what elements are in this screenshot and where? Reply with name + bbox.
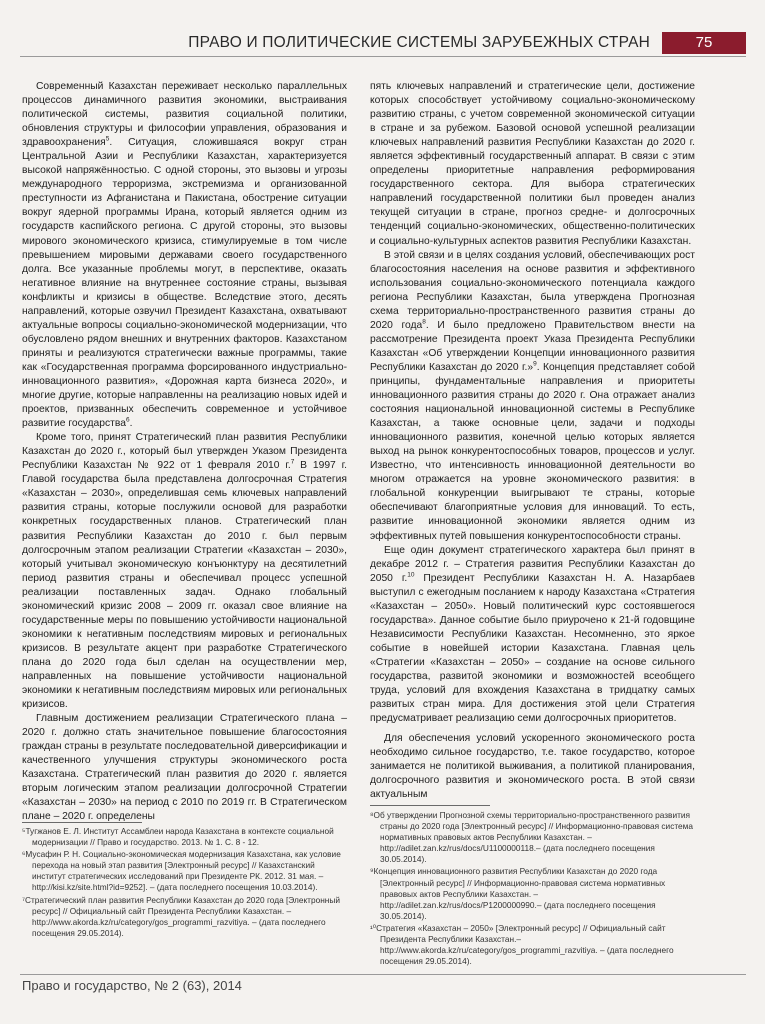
paragraph-text: Главным достижением реализации Стратегического плана – 2020 г. должно стать значительное повышение благосостояния граждан страны в результате последовательной диверсификации и качественного улучшения структуры экономического роста Казахстана. Стратегический план развития до 2020 г. является вторым логическим этапом реализации долгосрочной Стратегии «Казахстан – 2030» на период с 2010 по 2019 гг. В Стратегическом плане – 2020 г. определены — [22, 713, 347, 823]
paragraph-text: . — [129, 418, 133, 430]
footnote-ref: 10 — [407, 571, 415, 579]
paragraph-text: В 1997 г. Главой государства была представлена долгосрочная Стратегия «Казахстан – 2030», определившая семь ключевых направлений развития страны, которые послужили основой для разработки конкретных государственных планов. Стратегический план развития Республики Казахстан до 2010 г. был первым долгосрочным этапом реализации Стратегии «Казахстан – 2030», который учитывал экономическую конъюнктуру на десятилетний период развития страны и обеспечивал процесс успешной реализации поставленных задач. Однако глобальный экономический кризис 2008 – 2009 гг. оказал свое влияние на государственные меры по повышению устойчивости национальной экономики к негативным последствиям мировых и региональных кризисов. В результате акцент при разработке Стратегического плана до 2020 года был сделан на осуществлении мер, направленных на повышение устойчивости национальной экономики к негативным последствиям мировых или региональных кризисов. — [22, 460, 347, 711]
paragraph — [22, 80, 347, 431]
footnote-ref: 7 — [290, 458, 295, 466]
paragraph-text: Кроме того, принят Стратегический план развития Республики Казахстан до 2020 г., который был утвержден Указом Президента Республики Казахстан № 922 от 1 февраля 2010 г. — [22, 432, 347, 472]
paragraph — [370, 249, 695, 544]
footnote: ⁸Об утверждении Прогнозной схемы территориально-пространственного развития страны до 2020 года [Электронный ресурс] // Информационно-правовая система нормативных правовых актов Республики Казахстан. – http://adilet.zan.kz/rus/docs/U1100000118.– (дата последнего посещения 30.05.2014). — [370, 810, 693, 865]
paragraph-text: В этой связи и в целях создания условий, обеспечивающих рост благосостояния населения на основе развития и эффективного использования социально-экономического потенциала каждого региона Республики Казахстан, была утверждена Прогнозная схема территориально-пространственного развития страны до 2020 года — [370, 249, 695, 331]
header-divider — [20, 56, 746, 57]
right-column — [370, 80, 695, 802]
footnote: ⁵Тугжанов Е. Л. Институт Ассамблеи народа Казахстана в контексте социальной модернизации // Право и государство. 2013. № 1. С. 8 - 12. — [22, 826, 334, 848]
paragraph-text: . И было предложено Правительством внести на рассмотрение Президента проект Указа Президента Республики Казахстан «Об утверждении Концепции инновационного развития Республики Казахстан до 2020 г.» — [370, 319, 695, 373]
journal-footer: Право и государство, № 2 (63), 2014 — [22, 978, 242, 993]
left-column — [22, 80, 347, 824]
footnote-divider-right — [370, 805, 490, 806]
page-number: 75 — [662, 32, 746, 54]
footnote-divider-left — [22, 822, 142, 823]
footnote-ref: 9 — [533, 360, 537, 368]
footnote: ¹⁰Стратегия «Казахстан – 2050» [Электронный ресурс] // Официальный сайт Президента Республики Казахстан.– http://www.akorda.kz/ru/category/gos_programmi_razvitiya. – (дата последнего посещения 29.05.2014). — [370, 922, 674, 967]
paragraph — [22, 712, 347, 824]
paragraph-text: Современный Казахстан переживает несколько параллельных процессов динамичного развития экономики, выстраивания политической системы, развития социальной политики, обновления структуры и философии управления, образования и здравоохранения — [22, 81, 347, 149]
paragraph — [370, 732, 695, 802]
footnotes-left — [22, 826, 347, 940]
paragraph — [370, 80, 695, 249]
footnote: ⁹Концепция инновационного развития Республики Казахстан до 2020 года [Электронный ресурс] // Информационно-правовая система нормативных правовых актов Республики Казахстан. – http://adilet.zan.kz/rus/docs/P1200000990.– (дата последнего посещения 30.05.2014). — [370, 866, 666, 921]
footnotes-right — [370, 810, 700, 968]
footnote: ⁶Мусафин Р. Н. Социально-экономическая модернизация Казахстана, как условие перехода на новый этап развития [Электронный ресурс] // Казахстанский институт стратегических исследований при Президенте РК. 2012. 31 мая. – http://kisi.kz/site.html?id=9252]. – (дата последнего посещения 10.03.2014). — [22, 849, 341, 893]
paragraph-text: Президент Республики Казахстан Н. А. Назарбаев выступил с ежегодным посланием к народу Казахстана «Стратегия «Казахстан – 2050». Новый политический курс состоявшегося государства». Данное событие было приурочено к 21-й годовщине Независимости Республики Казахстан. Несомненно, это яркое событие в новейшей истории Казахстана. Главная цель «Стратегии «Казахстан – 2050» – создание на основе сильного государства, развитой экономики и возможностей всеобщего труда, условий для вхождения Казахстана в тридцатку самых развитых стран мира. Для достижения этой цели Стратегия предусматривает реализацию семи долгосрочных приоритетов. — [370, 572, 695, 725]
running-header — [20, 32, 746, 54]
footnote-ref: 5 — [105, 135, 110, 143]
footnote-ref: 8 — [422, 318, 426, 326]
footnote: ⁷Стратегический план развития Республики Казахстан до 2020 года [Электронный ресурс] // Официальный сайт Президента Республики Казахстан. – http://www.akorda.kz/ru/category/gos_programmi_razvitiya. – (дата последнего посещения 29.05.2014). — [22, 894, 340, 938]
footer-divider — [20, 974, 746, 975]
paragraph-text: пять ключевых направлений и стратегические цели, достижение которых способствует устойчивому социально-экономическому развитию страны, с учетом современной экономической ситуации в стране и за рубежом. Базовой основой успешной реализации ключевых направлений развития Республики Казахстан до 2020 г. является эффективный государственный аппарат. В связи с этим определены приоритетные направления реформирования государственного сектора. Для выбора стратегических направлений государственной политики был проведен анализ текущей ситуации в стране, прогноз средне- и долгосрочных тенденций социально-экономических, общественно-политических и социально-культурных аспектов развития Республики Казахстан. — [370, 81, 695, 247]
section-title: ПРАВО И ПОЛИТИЧЕСКИЕ СИСТЕМЫ ЗАРУБЕЖНЫХ СТРАН — [188, 34, 650, 51]
paragraph-text: Еще один документ стратегического характера был принят в декабре 2012 г. – Стратегия развития Республики Казахстан до 2050 г. — [370, 544, 695, 584]
paragraph — [370, 544, 695, 727]
footnote-ref: 6 — [125, 416, 130, 424]
paragraph-text: Для обеспечения условий ускоренного экономического роста необходимо сильное государство, т.е. такое государство, которое занимается не политикой выживания, а политикой планирования, долгосрочного развития и экономического роста. В этой связи актуальным — [370, 733, 695, 801]
paragraph-text: . Ситуация, сложившаяся вокруг стран Центральной Азии и Республики Казахстан, характеризуется высокой напряжённостью. С одной стороны, это вызовы и угрозы международного терроризма, экстремизма и организованной преступности из Афганистана и Пакистана, обострение ситуации вокруг ядерной программы Ирана, который является одним из государств каспийского региона. С другой стороны, это вызовы мирового экономического кризиса, стимулируемые в том числе превышением мировыми державами своего государственного долга. Все указанные проблемы могут, в перспективе, оказать негативное влияние на внутреннее состояние страны, вызывая конфликты и кризисы в обществе. Вследствие этого, десять направлений, которые озвучил Президент Казахстана, охватывают актуальные вопросы социально-экономической модернизации, что обусловлено рядом внешних и внутренних факторов. Казахстаном приняты и реализуются стратегически важные программы, такие как «Государственная программа форсированного индустриально-инновационного развития», «Дорожная карта бизнеса 2020», и многие другие, которые направленны на реализацию новых идей и проектов, призванных обеспечить современное и устойчивое развитие государства — [22, 137, 347, 430]
paragraph — [22, 431, 347, 712]
paragraph-text: . Концепция представляет собой принципы, фундаментальные направления и приоритеты инновационного развития страны до 2020 г. Она отражает анализ состояния национальной инновационной системы в Республике Казахстан, а также основные цели, задачи и подходы инновационного развития, конечной целью которых является выход на рынок конкурентоспособных товаров, процессов и услуг. Известно, что интенсивность инновационной деятельности во многом отражается на уровне экономического развития: в глобальной конкуренции выигрывают те страны, которые обеспечивают благоприятные условия для инноваций. То есть, развитие инновационной экономики является одним из эффективных путей повышения конкурентоспособности страны. — [370, 361, 695, 542]
